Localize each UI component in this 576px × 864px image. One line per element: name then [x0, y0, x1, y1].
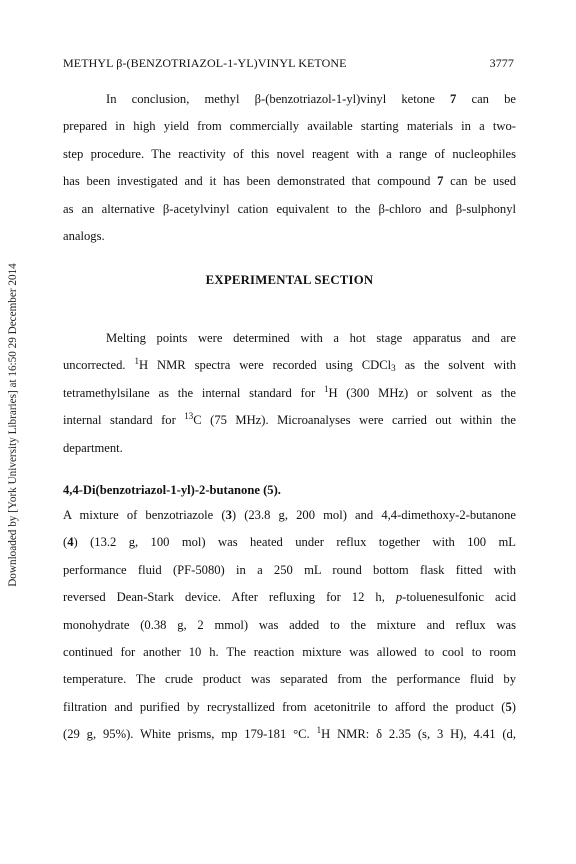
text-line: analogs. [63, 229, 105, 244]
conclusion-paragraph [63, 86, 516, 250]
running-title: METHYL β-(BENZOTRIAZOL-1-YL)VINYL KETONE [63, 56, 347, 70]
text-line: uncorrected. $^1$H NMR spectra were recorded using CDCl$_3$ as the solvent with [63, 356, 516, 374]
download-watermark [0, 215, 26, 635]
text-line: (29 g, 95%). White prisms, mp 179-181 °C. $^1$H NMR: δ 2.35 (s, 3 H), 4.41 (d, [63, 725, 517, 742]
experimental-paragraph [63, 325, 516, 462]
text-line: step procedure. The reactivity of this novel reagent with a range of nucleophiles [63, 146, 516, 161]
text-line: department. [63, 440, 123, 455]
compound-heading: 4,4-Di(benzotriazol-1-yl)-2-butanone (5). [63, 483, 281, 497]
download-watermark-text: Downloaded by [York University Libraries] at 16:50 29 December 2014 [7, 263, 19, 587]
text-line: A mixture of benzotriazole (3) (23.8 g, 200 mol) and 4,4-dimethoxy-2-butanone [63, 508, 516, 522]
text-line: has been investigated and it has been demonstrated that compound 7 can be used [63, 174, 516, 189]
text-line: (4) (13.2 g, 100 mol) was heated under reflux together with 100 mL [63, 535, 516, 550]
text-line: reversed Dean-Stark device. After refluxing for 12 h, p-toluenesulfonic acid [63, 590, 516, 605]
section-heading: EXPERIMENTAL SECTION [205, 273, 374, 287]
text-line: tetramethylsilane as the internal standard for $^1$H (300 MHz) or solvent as the [63, 383, 516, 400]
text-line: filtration and purified by recrystallized from acetonitrile to afford the product (5) [63, 699, 516, 714]
text-line: as an alternative β-acetylvinyl cation equivalent to the β-chloro and β-sulphonyl [63, 201, 516, 216]
compound-procedure-paragraph [63, 502, 516, 749]
text-line: monohydrate (0.38 g, 2 mmol) was added to the mixture and reflux was [63, 617, 516, 632]
page-number: 3777 [489, 56, 514, 70]
text-line: In conclusion, methyl β-(benzotriazol-1-yl)vinyl ketone 7 can be [106, 92, 516, 106]
text-line: internal standard for $^{13}$C (75 MHz). Microanalyses were carried out within the [63, 411, 516, 428]
text-line: Melting points were determined with a hot stage apparatus and are [106, 331, 516, 345]
text-line: temperature. The crude product was separated from the performance fluid by [63, 672, 516, 687]
text-line: prepared in high yield from commercially available starting materials in a two- [63, 119, 516, 134]
text-line: performance fluid (PF-5080) in a 250 mL round bottom flask fitted with [63, 562, 516, 577]
text-line: continued for another 10 h. The reaction mixture was allowed to cool to room [63, 645, 516, 660]
